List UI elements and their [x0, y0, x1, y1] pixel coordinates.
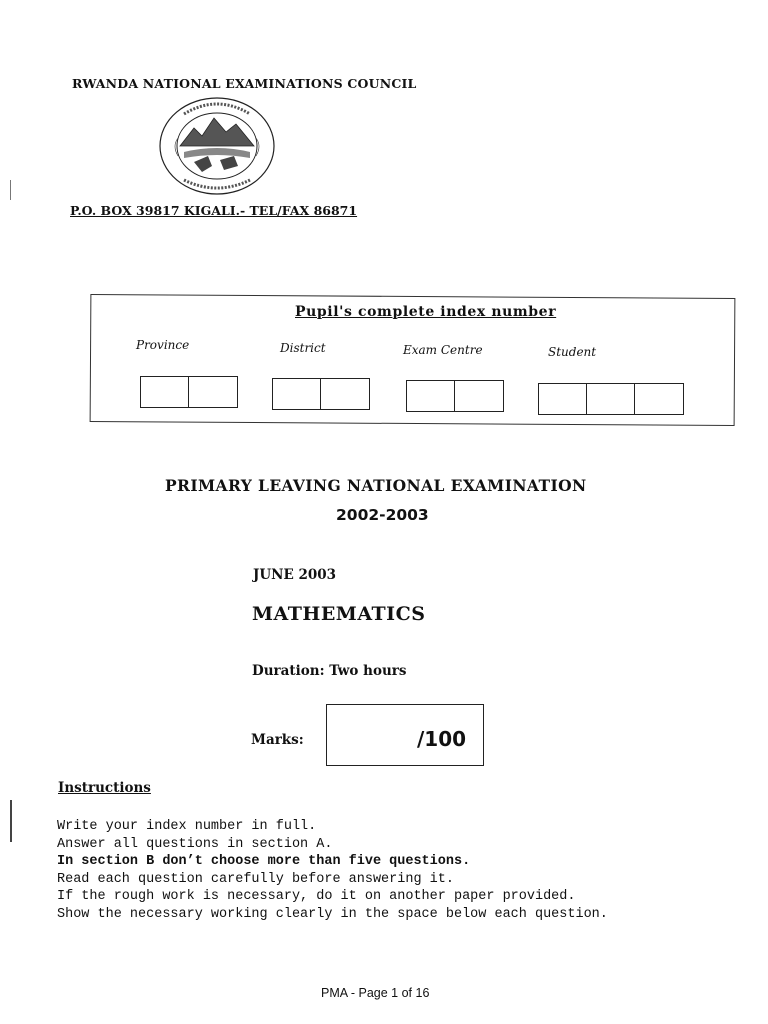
council-name: RWANDA NATIONAL EXAMINATIONS COUNCIL — [72, 76, 417, 91]
marks-total: /100 — [417, 727, 467, 751]
student-input[interactable] — [538, 383, 684, 415]
digit-cell[interactable] — [407, 381, 455, 411]
digit-cell[interactable] — [635, 384, 683, 414]
instruction-line: Read each question carefully before answering it. — [57, 871, 454, 887]
instruction-line: Show the necessary working clearly in the space below each question. — [57, 906, 608, 922]
index-number-title: Pupil's complete index number — [295, 304, 557, 320]
instruction-line: Answer all questions in section A. — [57, 836, 333, 852]
district-label: District — [280, 341, 326, 355]
digit-cell[interactable] — [141, 377, 189, 407]
digit-cell[interactable] — [587, 384, 635, 414]
instruction-line: If the rough work is necessary, do it on another paper provided. — [57, 889, 576, 904]
scan-artifact — [10, 800, 18, 842]
student-label: Student — [548, 345, 597, 359]
exam-title: PRIMARY LEAVING NATIONAL EXAMINATION — [165, 476, 587, 495]
instruction-line: Write your index number in full. — [57, 819, 317, 834]
exam-subject: MATHEMATICS — [252, 603, 426, 625]
marks-label: Marks: — [251, 732, 304, 748]
contact-address: P.O. BOX 39817 KIGALI.- TEL/FAX 86871 — [70, 203, 358, 218]
digit-cell[interactable] — [455, 381, 503, 411]
exam-years: 2002-2003 — [336, 506, 429, 524]
scan-artifact — [10, 180, 17, 200]
digit-cell[interactable] — [189, 377, 237, 407]
exam-centre-label: Exam Centre — [403, 343, 483, 357]
page-footer: PMA - Page 1 of 16 — [321, 986, 430, 1000]
digit-cell[interactable] — [539, 384, 587, 414]
exam-duration: Duration: Two hours — [252, 663, 407, 679]
digit-cell[interactable] — [273, 379, 321, 409]
instructions-list — [57, 818, 608, 923]
exam-date: JUNE 2003 — [253, 567, 337, 583]
province-input[interactable] — [140, 376, 238, 408]
district-input[interactable] — [272, 378, 370, 410]
instruction-line: In section B don’t choose more than five questions. — [57, 854, 471, 869]
rnec-seal-logo — [158, 96, 276, 196]
instructions-heading: Instructions — [58, 780, 151, 796]
province-label: Province — [136, 338, 190, 352]
digit-cell[interactable] — [321, 379, 369, 409]
exam-centre-input[interactable] — [406, 380, 504, 412]
